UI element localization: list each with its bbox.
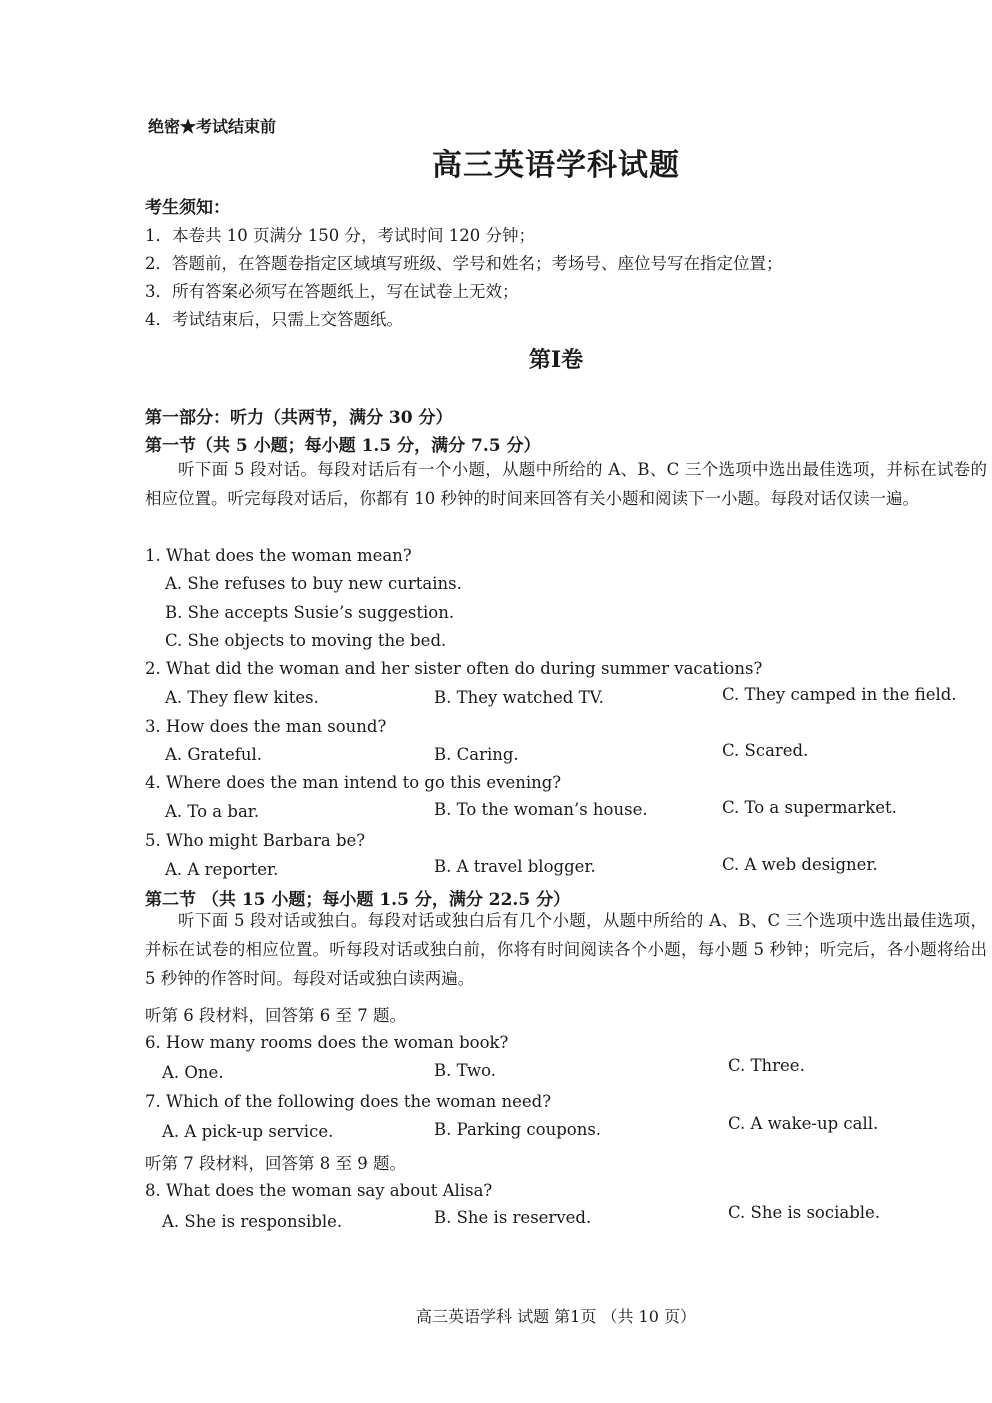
notice-item: 4．考试结束后，只需上交答题纸。 [145, 310, 403, 329]
section-instruction: 听下面 5 段对话。每段对话后有一个小题，从题中所给的 A、B、C 三个选项中选出最佳选项，并标在试卷的相应位置。听完每段对话后，你都有 10 秒钟的时间来回答有关小题和阅读下一小题。每段对话仅读一遍。 [145, 460, 987, 508]
question-stem: 3. How does the man sound? [145, 717, 387, 736]
question-stem: 6. How many rooms does the woman book? [145, 1033, 509, 1052]
section-heading: 第二节 （共 15 小题；每小题 1.5 分，满分 22.5 分） [145, 890, 571, 910]
question-stem: 4. Where does the man intend to go this evening? [145, 773, 562, 792]
option-a: A. To a bar. [165, 802, 260, 821]
option-b: B. She accepts Susie’s suggestion. [165, 603, 455, 622]
option-b: B. Parking coupons. [434, 1120, 602, 1139]
notice-item: 1．本卷共 10 页满分 150 分，考试时间 120 分钟； [145, 226, 535, 245]
option-b: B. They watched TV. [434, 688, 604, 707]
option-a: A. She refuses to buy new curtains. [165, 574, 462, 593]
option-a: A. A pick-up service. [162, 1122, 334, 1141]
option-c: C. They camped in the field. [722, 685, 957, 704]
page-footer: 高三英语学科 试题 第1页 （共 10 页） [416, 1307, 696, 1326]
option-b: B. Two. [434, 1061, 497, 1080]
question-stem: 7. Which of the following does the woman need? [145, 1092, 552, 1111]
option-a: A. They flew kites. [165, 688, 319, 707]
question-stem: 2. What did the woman and her sister often do during summer vacations? [145, 659, 763, 678]
notice-heading: 考生须知： [145, 198, 230, 218]
option-b: B. A travel blogger. [434, 857, 596, 876]
option-c: C. She objects to moving the bed. [165, 631, 447, 650]
option-c: C. Scared. [722, 741, 809, 760]
section-heading: 第一节（共 5 小题；每小题 1.5 分，满分 7.5 分） [145, 436, 541, 456]
question-stem: 8. What does the woman say about Alisa? [145, 1181, 493, 1200]
option-b: B. To the woman’s house. [434, 800, 648, 819]
confidential-label: 绝密★考试结束前 [148, 117, 277, 136]
page-title: 高三英语学科试题 [432, 148, 680, 183]
option-b: B. She is reserved. [434, 1208, 592, 1227]
notice-item: 2．答题前，在答题卷指定区域填写班级、学号和姓名；考场号、座位号写在指定位置； [145, 254, 783, 273]
part-heading: 第一部分：听力（共两节，满分 30 分） [145, 408, 453, 428]
option-c: C. A wake-up call. [728, 1114, 879, 1133]
option-a: A. Grateful. [165, 745, 262, 764]
option-c: C. She is sociable. [728, 1203, 881, 1222]
material-note: 听第 6 段材料，回答第 6 至 7 题。 [145, 1006, 406, 1025]
option-c: C. A web designer. [722, 855, 878, 874]
notice-item: 3．所有答案必须写在答题纸上，写在试卷上无效； [145, 282, 519, 301]
option-c: C. Three. [728, 1056, 805, 1075]
option-b: B. Caring. [434, 745, 519, 764]
option-a: A. A reporter. [165, 860, 279, 879]
material-note: 听第 7 段材料，回答第 8 至 9 题。 [145, 1154, 406, 1173]
question-stem: 1. What does the woman mean? [145, 546, 412, 565]
option-c: C. To a supermarket. [722, 798, 897, 817]
volume-heading: 第Ⅰ卷 [528, 347, 584, 373]
option-a: A. One. [162, 1063, 224, 1082]
question-stem: 5. Who might Barbara be? [145, 831, 366, 850]
section-instruction: 听下面 5 段对话或独白。每段对话或独白后有几个小题，从题中所给的 A、B、C 三个选项中选出最佳选项，并标在试卷的相应位置。听每段对话或独白前，你将有时间阅读各个小题，每小题 5 秒钟；听完后，各小题将给出 5 秒钟的作答时间。每段对话或独白读两遍。 [145, 911, 987, 988]
option-a: A. She is responsible. [162, 1212, 343, 1231]
